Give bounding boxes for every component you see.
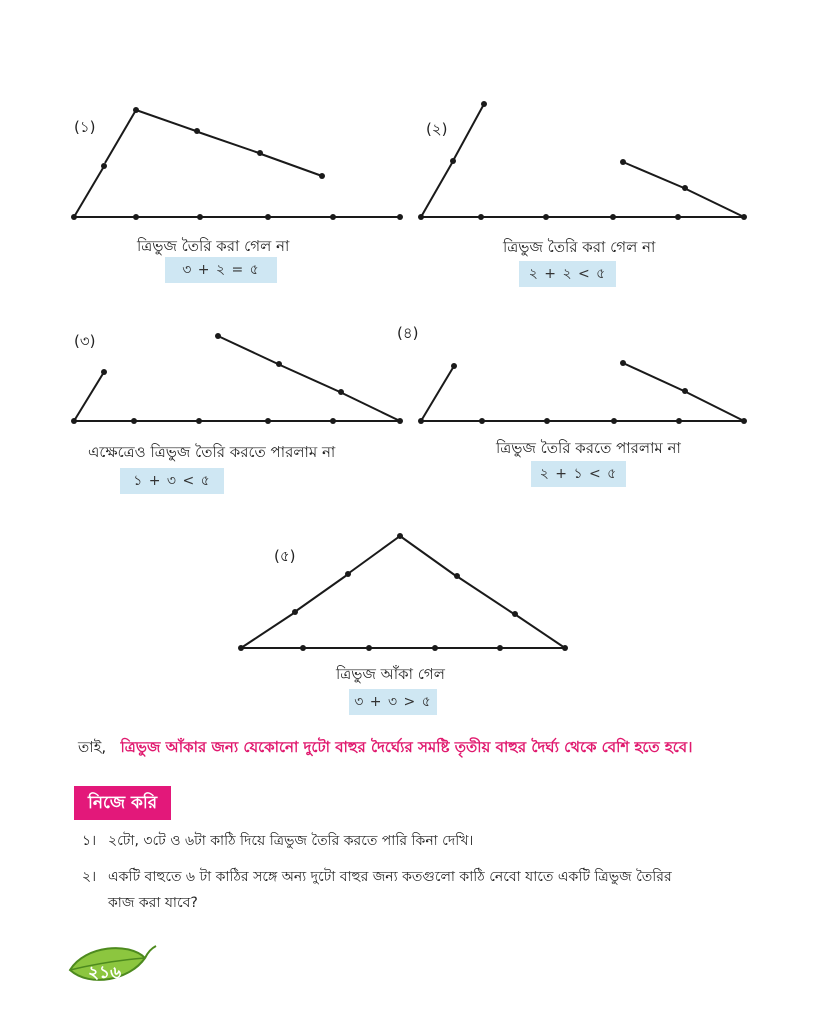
figure-3-equation: ১ + ৩ < ৫ (120, 468, 224, 494)
figure-2-label: (২) (426, 120, 448, 138)
exercise-2 (82, 865, 672, 889)
figure-5-equation: ৩ + ৩ > ৫ (349, 689, 437, 715)
exercise-2-continued (108, 891, 198, 915)
figure-3-label: (৩) (74, 332, 96, 350)
exercise-1 (82, 829, 473, 853)
conclusion-text (78, 736, 693, 761)
figure-2-sticks (421, 104, 744, 217)
figure-2-caption: ত্রিভুজ তৈরি করা গেল না (503, 238, 656, 256)
page-number: ২১৬ (88, 963, 122, 983)
exercise-2-text-line1: একটি বাহুতে ৬ টা কাঠির সঙ্গে অন্য দুটো বাহুর জন্য কতগুলো কাঠি নেবো যাতে একটি ত্রিভুজ তৈরির (108, 869, 672, 885)
conclusion-prefix: তাই, (78, 738, 107, 756)
section-heading: নিজে করি (74, 786, 171, 820)
exercise-2-number: ২। (82, 869, 97, 885)
figure-4-equation: ২ + ১ < ৫ (531, 461, 626, 487)
figure-4-sticks (421, 363, 744, 421)
figure-3-caption: এক্ষেত্রেও ত্রিভুজ তৈরি করতে পারলাম না (88, 443, 336, 461)
figure-4-caption: ত্রিভুজ তৈরি করতে পারলাম না (496, 439, 681, 457)
exercise-2-text-line2: কাজ করা যাবে? (108, 895, 198, 911)
figure-5-caption: ত্রিভুজ আঁকা গেল (336, 665, 445, 683)
figure-1-caption: ত্রিভুজ তৈরি করা গেল না (137, 237, 290, 255)
figure-1-label: (১) (74, 118, 96, 136)
figure-2-equation: ২ + ২ < ৫ (519, 261, 616, 287)
figure-1-sticks (74, 110, 400, 217)
figure-5-label: (৫) (274, 547, 296, 565)
figure-3-sticks (74, 336, 400, 421)
figure-4-label: (৪) (397, 324, 419, 342)
conclusion-highlight: ত্রিভুজ আঁকার জন্য যেকোনো দুটো বাহুর দৈর্ঘ্যের সমষ্টি তৃতীয় বাহুর দৈর্ঘ্য থেকে বেশি হতে হবে। (120, 738, 693, 756)
exercise-1-number: ১। (82, 833, 97, 849)
exercise-1-text: ২টো, ৩টে ও ৬টা কাঠি দিয়ে ত্রিভুজ তৈরি করতে পারি কিনা দেখি। (108, 833, 474, 849)
figure-1-equation: ৩ + ২ = ৫ (165, 257, 277, 283)
